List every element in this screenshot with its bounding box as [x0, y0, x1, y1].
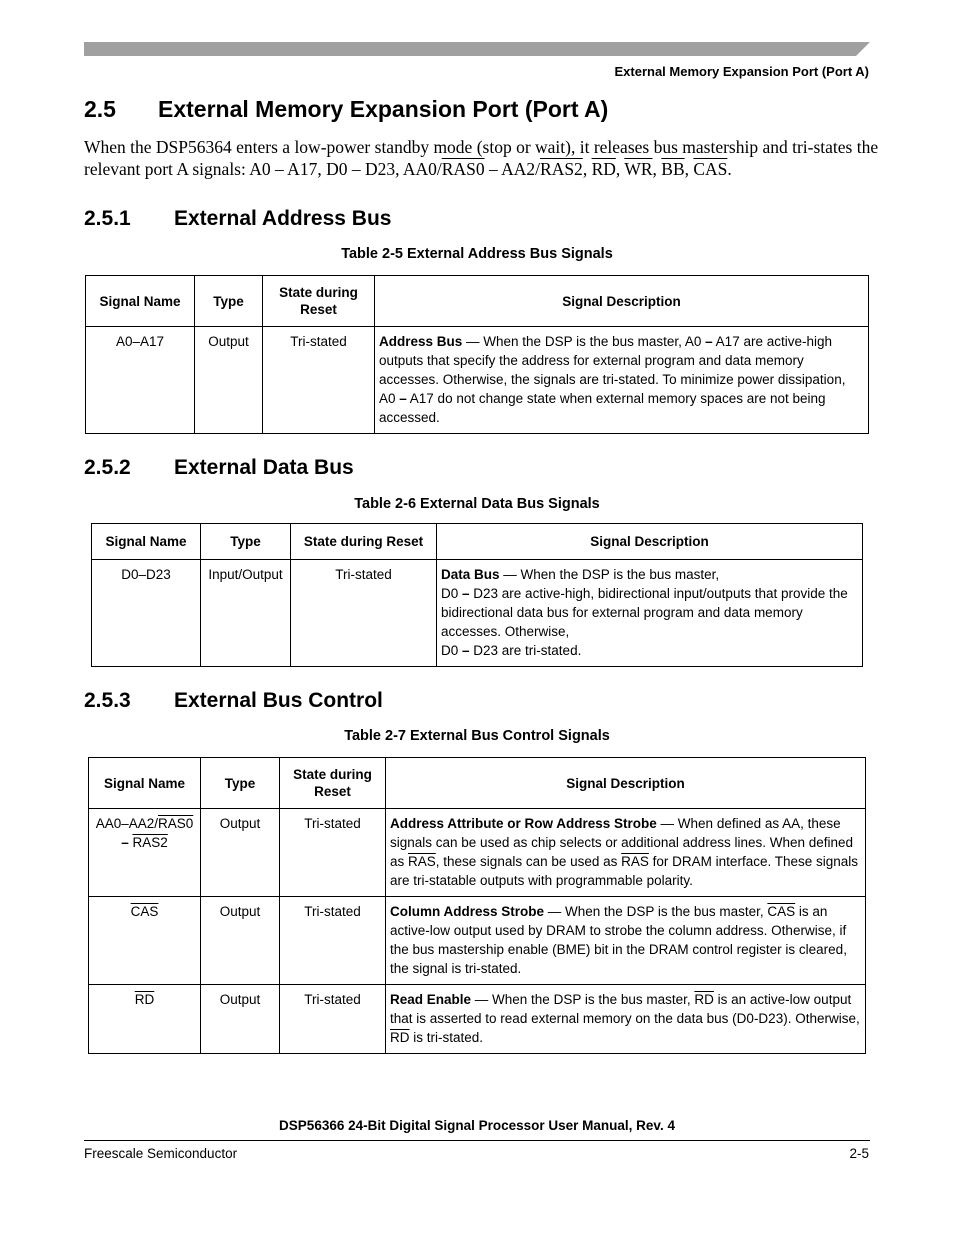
table-row — [89, 809, 866, 897]
table-header-row — [92, 524, 863, 560]
desc-text: — When the DSP is the bus master, — [471, 992, 695, 1007]
cell-signal-name — [89, 985, 201, 1054]
table-row — [86, 327, 869, 434]
data-bus-table — [91, 523, 863, 667]
table-caption-data-bus: Table 2-6 External Data Bus Signals — [354, 496, 600, 512]
signal-dash: – — [121, 835, 133, 850]
header-signal-name: Signal Name — [89, 758, 201, 809]
intro-separator: , — [652, 159, 662, 179]
footer-document-title: DSP56366 24-Bit Digital Signal Processor User Manual, Rev. 4 — [279, 1118, 675, 1133]
subsection-title: External Bus Control — [174, 689, 383, 712]
intro-separator: , — [582, 159, 592, 179]
header-bar-shape — [84, 42, 870, 56]
header-type: Type — [201, 758, 280, 809]
desc-text: is an active-low output that is asserted to read external memory on the data bus (D0-D23). Otherwise, — [390, 992, 860, 1026]
cell-state: Tri-stated — [291, 560, 437, 667]
header-state-during-reset: State during Reset — [291, 524, 437, 560]
header-state-during-reset: State during Reset — [263, 276, 375, 327]
table-caption-bus-control: Table 2-7 External Bus Control Signals — [344, 728, 610, 744]
running-header: External Memory Expansion Port (Port A) — [614, 64, 869, 79]
subsection-title: External Address Bus — [174, 207, 392, 230]
signal-ras0: RAS0 — [441, 159, 485, 179]
signal-cas: $\overline{CAS}$ — [693, 159, 728, 179]
signal-rd: $\overline{RD}$ — [694, 992, 714, 1007]
intro-text: – AA2/ — [484, 159, 541, 179]
subsection-heading-data-bus — [84, 456, 354, 480]
table-header-row — [86, 276, 869, 327]
desc-dash: – — [399, 391, 407, 406]
signal-wr: $\overline{WR}$ — [624, 159, 653, 179]
cell-signal-name — [89, 897, 201, 985]
signal-ras0: RAS0 — [158, 816, 194, 831]
cell-type: Output — [201, 985, 280, 1054]
desc-text: is an active-low output used by DRAM to strobe the column address. Otherwise, if the bus mastership enable (BME) bit in the DRAM control register is cleared, the signal is tri-stated. — [390, 904, 847, 976]
desc-term: Data Bus — [441, 567, 500, 582]
cell-type: Input/Output — [201, 560, 291, 667]
intro-period: . — [727, 159, 732, 179]
desc-text: is tri-stated. — [409, 1030, 484, 1045]
header-signal-name: Signal Name — [92, 524, 201, 560]
cell-signal-name — [89, 809, 201, 897]
signal-ras: $\overline{RAS}$ — [408, 854, 436, 869]
signal-rd: $\overline{RD}$ — [591, 159, 616, 179]
cell-signal-name: A0–A17 — [86, 327, 195, 434]
desc-dash: – — [462, 586, 470, 601]
desc-term: Column Address Strobe — [390, 904, 545, 919]
signal-ras2: RAS2 — [540, 159, 583, 179]
table-header-row — [89, 758, 866, 809]
section-heading — [84, 96, 608, 123]
desc-text: A17 do not change state when external memory spaces are not being accessed. — [379, 391, 826, 425]
desc-text: , these signals can be used as — [435, 854, 622, 869]
desc-text: for DRAM interface. These signals are tri-statable outputs with programmable polarity. — [390, 854, 859, 888]
desc-term: Address Bus — [379, 334, 463, 349]
desc-text: — When defined as AA, these signals can be used as chip selects or additional address lines. When defined as — [390, 816, 854, 869]
desc-term: Read Enable — [390, 992, 472, 1007]
cell-state: Tri-stated — [280, 897, 386, 985]
cell-type: Output — [195, 327, 263, 434]
cell-description — [386, 985, 866, 1054]
cell-description — [386, 809, 866, 897]
cell-state: Tri-stated — [263, 327, 375, 434]
cell-state: Tri-stated — [280, 809, 386, 897]
subsection-number: 2.5.3 — [84, 689, 131, 712]
subsection-number: 2.5.1 — [84, 207, 131, 230]
footer-page-number: 2-5 — [849, 1146, 869, 1161]
cell-state: Tri-stated — [280, 985, 386, 1054]
cell-description — [386, 897, 866, 985]
footer-divider — [84, 1140, 870, 1141]
desc-term: Address Attribute or Row Address Strobe — [390, 816, 657, 831]
subsection-heading-address-bus — [84, 207, 391, 231]
signal-ras2: RAS2 — [132, 835, 168, 850]
header-signal-description: Signal Description — [437, 524, 863, 560]
intro-paragraph — [84, 136, 884, 180]
desc-text: A17 are active-high outputs that specify the address for external program and data memory accesses. Otherwise, the signals are tri-stated. To minimize power dissipation, A0 — [379, 334, 846, 406]
subsection-number: 2.5.2 — [84, 456, 131, 479]
table-row — [89, 985, 866, 1054]
desc-dash: – — [462, 643, 470, 658]
cell-type: Output — [201, 809, 280, 897]
signal-rd: $\overline{RD}$ — [134, 992, 155, 1007]
desc-dash: – — [705, 334, 713, 349]
header-type: Type — [201, 524, 291, 560]
signal-ras: $\overline{RAS}$ — [621, 854, 649, 869]
desc-text: — When the DSP is the bus master, A0 — [462, 334, 706, 349]
signal-rd: $\overline{RD}$ — [390, 1030, 410, 1045]
header-signal-description: Signal Description — [386, 758, 866, 809]
cell-type: Output — [201, 897, 280, 985]
bus-control-table — [88, 757, 866, 1054]
section-title: External Memory Expansion Port (Port A) — [158, 96, 609, 122]
cell-signal-name: D0–D23 — [92, 560, 201, 667]
signal-bb: $\overline{BB}$ — [661, 159, 685, 179]
desc-text: D23 are active-high, bidirectional input/outputs that provide the bidirectional data bus for external program and data memory accesses. Otherwise, — [441, 586, 848, 639]
signal-cas: $\overline{CAS}$ — [767, 904, 796, 919]
table-row — [89, 897, 866, 985]
signal-text: AA0–AA2/ — [95, 816, 158, 831]
header-decorative-bar — [84, 42, 870, 56]
signal-cas: $\overline{CAS}$ — [130, 904, 159, 919]
desc-text: D23 are tri-stated. — [469, 643, 582, 658]
intro-separator: , — [684, 159, 694, 179]
header-signal-description: Signal Description — [375, 276, 869, 327]
section-number: 2.5 — [84, 96, 116, 122]
address-bus-table — [85, 275, 869, 434]
header-type: Type — [195, 276, 263, 327]
intro-separator: , — [615, 159, 625, 179]
desc-text: — When the DSP is the bus master, — [544, 904, 768, 919]
cell-description — [437, 560, 863, 667]
desc-text: — When the DSP is the bus master, — [499, 567, 720, 582]
table-row — [92, 560, 863, 667]
subsection-heading-bus-control — [84, 689, 383, 713]
header-state-during-reset: State during Reset — [280, 758, 386, 809]
cell-description — [375, 327, 869, 434]
desc-text: D0 — [441, 586, 463, 601]
intro-text: When the DSP56364 enters a low-power standby mode (stop or wait), it releases bus mastership and tri-states the relevant port A signals: A0 – A17, D0 – D23, AA0/ — [84, 137, 879, 179]
subsection-title: External Data Bus — [174, 456, 354, 479]
desc-text: D0 — [441, 643, 463, 658]
footer-company: Freescale Semiconductor — [84, 1146, 238, 1161]
header-signal-name: Signal Name — [86, 276, 195, 327]
table-caption-address-bus: Table 2-5 External Address Bus Signals — [341, 246, 613, 262]
